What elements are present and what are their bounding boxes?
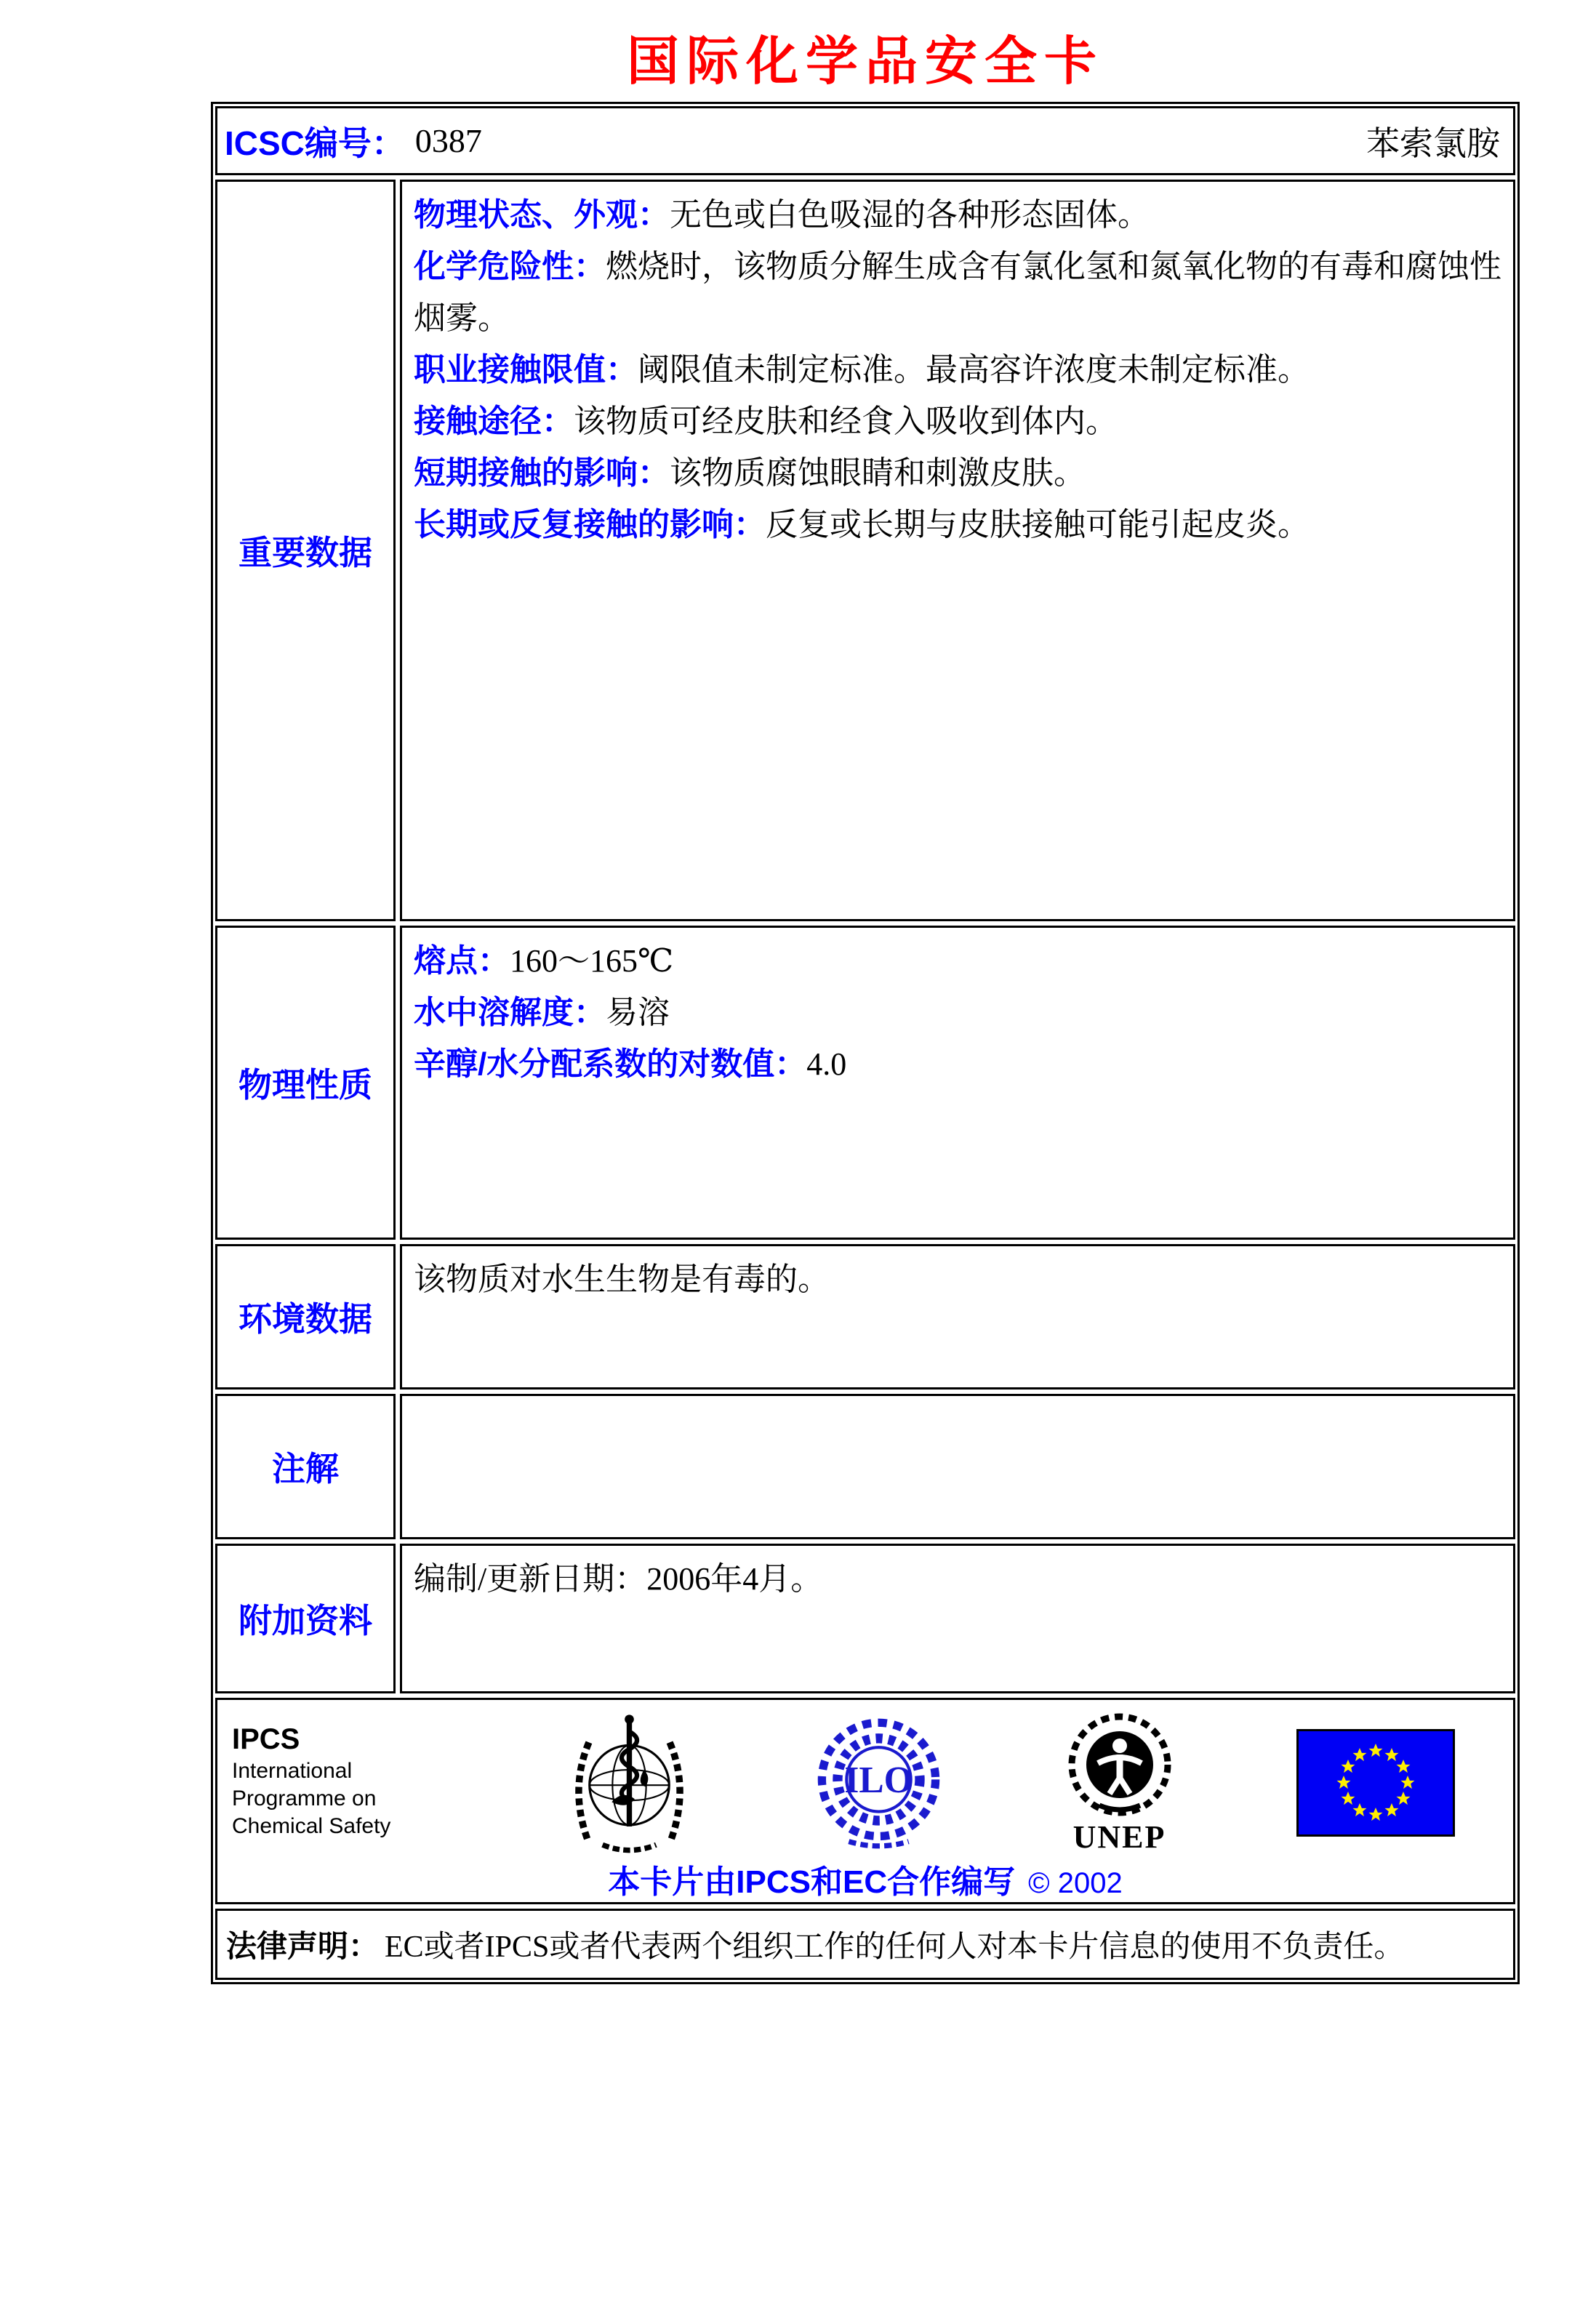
legal-row (215, 1909, 1515, 1980)
field-environmental-text: 该物质对水生生物是有毒的。 (414, 1262, 830, 1297)
eu-flag-icon (1296, 1729, 1455, 1837)
page-title: 国际化学品安全卡 (626, 33, 1104, 91)
section-content-environmental-data (400, 1244, 1515, 1389)
section-label-text: 重要数据 (238, 534, 372, 572)
organization-logos (232, 1710, 1499, 1856)
organizations-row (215, 1698, 1515, 1904)
field-short-term-effects: 短期接触的影响：该物质腐蚀眼睛和刺激皮肤。 (414, 455, 1086, 491)
section-content-physical-properties (400, 926, 1515, 1240)
section-content-important-data (400, 180, 1515, 921)
section-label-additional-information (215, 1544, 396, 1693)
ilo-logo-icon (815, 1716, 942, 1850)
section-label-text: 注解 (272, 1450, 339, 1488)
field-update-date: 编制/更新日期：2006年4月。 (414, 1561, 823, 1597)
section-label-text: 附加资料 (238, 1602, 372, 1640)
who-logo-icon (562, 1710, 697, 1856)
field-chemical-dangers: 化学危险性：燃烧时，该物质分解生成含有氯化氢和氮氧化物的有毒和腐蚀性烟雾。 (414, 249, 1501, 336)
ipcs-acronym: IPCS (232, 1723, 300, 1755)
unep-logo-icon (1062, 1712, 1178, 1821)
legal-label: 法律声明： (226, 1929, 380, 1963)
field-water-solubility: 水中溶解度：易溶 (414, 995, 670, 1030)
field-occupational-exposure-limits: 职业接触限值：阈限值未制定标准。最高容许浓度未制定标准。 (414, 352, 1310, 388)
section-label-important-data (215, 180, 396, 921)
ilo-letters: ILO (844, 1759, 913, 1801)
section-label-notes (215, 1394, 396, 1539)
ipcs-text-block (232, 1725, 443, 1840)
unep-logo-block (1062, 1712, 1178, 1853)
chemical-name: 苯索氯胺 (1366, 124, 1500, 162)
credit-line (232, 1856, 1499, 1904)
ipcs-line-1: International (232, 1759, 353, 1783)
ipcs-line-2: Programme on (232, 1786, 377, 1810)
section-label-physical-properties (215, 926, 396, 1240)
legal-text: EC或者IPCS或者代表两个组织工作的任何人对本卡片信息的使用不负责任。 (385, 1930, 1405, 1964)
section-label-text: 物理性质 (238, 1066, 372, 1104)
icsc-table (215, 106, 1515, 1980)
field-long-term-effects: 长期或反复接触的影响：反复或长期与皮肤接触可能引起皮炎。 (414, 507, 1310, 542)
ipcs-line-3: Chemical Safety (232, 1814, 391, 1838)
field-melting-point: 熔点：160～165℃ (414, 943, 674, 979)
icsc-card (211, 102, 1520, 1984)
credit-text: 本卡片由IPCS和EC合作编写 (608, 1864, 1016, 1900)
copyright-text: © 2002 (1028, 1867, 1123, 1899)
icsc-number-value: 0387 (414, 122, 482, 159)
header-row (215, 106, 1515, 175)
unep-letters: UNEP (1072, 1819, 1166, 1855)
section-content-additional-information (400, 1544, 1515, 1693)
section-label-environmental-data (215, 1244, 396, 1389)
icsc-number-label: ICSC编号： (225, 124, 405, 162)
section-label-text: 环境数据 (238, 1300, 372, 1338)
field-routes-of-exposure: 接触途径：该物质可经皮肤和经食入吸收到体内。 (414, 404, 1118, 439)
field-physical-state: 物理状态、外观：无色或白色吸湿的各种形态固体。 (414, 197, 1150, 233)
field-log-pow: 辛醇/水分配系数的对数值：4.0 (414, 1046, 847, 1082)
section-content-notes (400, 1394, 1515, 1539)
